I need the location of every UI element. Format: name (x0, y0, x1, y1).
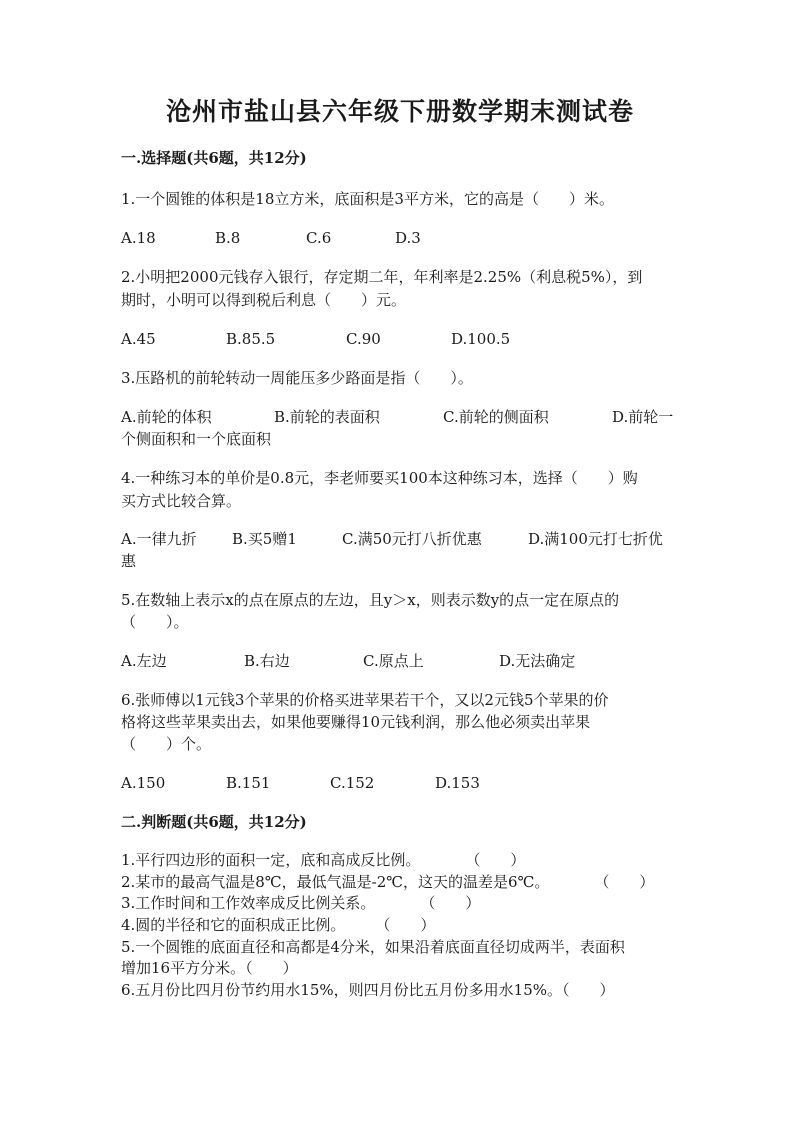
q2-option-d: D.100.5 (451, 330, 511, 348)
q3-option-b: B.前轮的表面积 (274, 408, 380, 426)
judge-item-2: 2.某市的最高气温是8℃，最低气温是-2℃，这天的温差是6℃。 （ ） (121, 873, 655, 891)
section-heading-choice: 一.选择题(共6题，共12分) (121, 149, 307, 167)
q6-option-a: A.150 (121, 774, 166, 792)
q2-option-a: A.45 (121, 330, 156, 348)
judge-item-6: 6.五月份比四月份节约用水15%，则四月份比五月份多用水15%。（ ） (121, 981, 615, 999)
q4-option-b: B.买5赠1 (232, 530, 297, 548)
judge-item-1: 1.平行四边形的面积一定，底和高成反比例。 （ ） (121, 851, 526, 869)
q1-option-b: B.8 (215, 229, 241, 247)
q3-option-d-continued: 个侧面积和一个底面积 (121, 430, 272, 448)
q4-option-c: C.满50元打八折优惠 (342, 530, 482, 548)
q6-option-b: B.151 (226, 774, 271, 792)
q5-option-d: D.无法确定 (499, 652, 576, 670)
judge-item-5: 5.一个圆锥的底面直径和高都是4分米，如果沿着底面直径切成两半，表面积 (121, 938, 625, 956)
q4-option-d: D.满100元打七折优 (528, 530, 663, 548)
q6-option-c: C.152 (330, 774, 375, 792)
q6-option-d: D.153 (435, 774, 480, 792)
q1-option-c: C.6 (306, 229, 332, 247)
question-5-text-line1: 5.在数轴上表示x的点在原点的左边，且y＞x，则表示数y的点一定在原点的 (121, 591, 620, 609)
judge-item-4: 4.圆的半径和它的面积成正比例。 （ ） (121, 916, 436, 934)
q2-option-c: C.90 (346, 330, 381, 348)
question-4-text-line1: 4.一种练习本的单价是0.8元，李老师要买100本这种练习本，选择（ ）购 (121, 469, 638, 487)
question-6-text-line3: （ ）个。 (121, 735, 212, 753)
q3-option-c: C.前轮的侧面积 (443, 408, 549, 426)
q4-option-a: A.一律九折 (121, 530, 197, 548)
q2-option-b: B.85.5 (226, 330, 276, 348)
question-5-text-line2: （ ）。 (121, 613, 189, 631)
q3-option-d: D.前轮一 (612, 408, 674, 426)
q5-option-b: B.右边 (244, 652, 290, 670)
question-6-text-line1: 6.张师傅以1元钱3个苹果的价格买进苹果若干个，又以2元钱5个苹果的价 (121, 691, 609, 709)
question-1-text: 1.一个圆锥的体积是18立方米，底面积是3平方米，它的高是（ ）米。 (121, 190, 614, 208)
question-3-text: 3.压路机的前轮转动一周能压多少路面是指（ ）。 (121, 369, 473, 387)
q1-option-a: A.18 (121, 229, 156, 247)
question-2-text-line1: 2.小明把2000元钱存入银行，存定期二年，年利率是2.25%（利息税5%），到 (121, 268, 643, 286)
q5-option-a: A.左边 (121, 652, 167, 670)
q5-option-c: C.原点上 (363, 652, 424, 670)
question-4-text-line2: 买方式比较合算。 (121, 492, 242, 510)
q4-option-d-continued: 惠 (121, 552, 137, 570)
judge-item-3: 3.工作时间和工作效率成反比例关系。 （ ） (121, 894, 481, 912)
question-2-text-line2: 期时，小明可以得到税后利息（ ）元。 (121, 291, 407, 309)
question-6-text-line2: 格将这些苹果卖出去，如果他要赚得10元钱利润，那么他必须卖出苹果 (121, 713, 591, 731)
page-title: 沧州市盐山县六年级下册数学期末测试卷 (165, 97, 634, 126)
judge-item-5-continued: 增加16平方分米。（ ） (121, 959, 298, 977)
q3-option-a: A.前轮的体积 (121, 408, 212, 426)
section-heading-judge: 二.判断题(共6题，共12分) (121, 813, 307, 831)
q1-option-d: D.3 (395, 229, 421, 247)
